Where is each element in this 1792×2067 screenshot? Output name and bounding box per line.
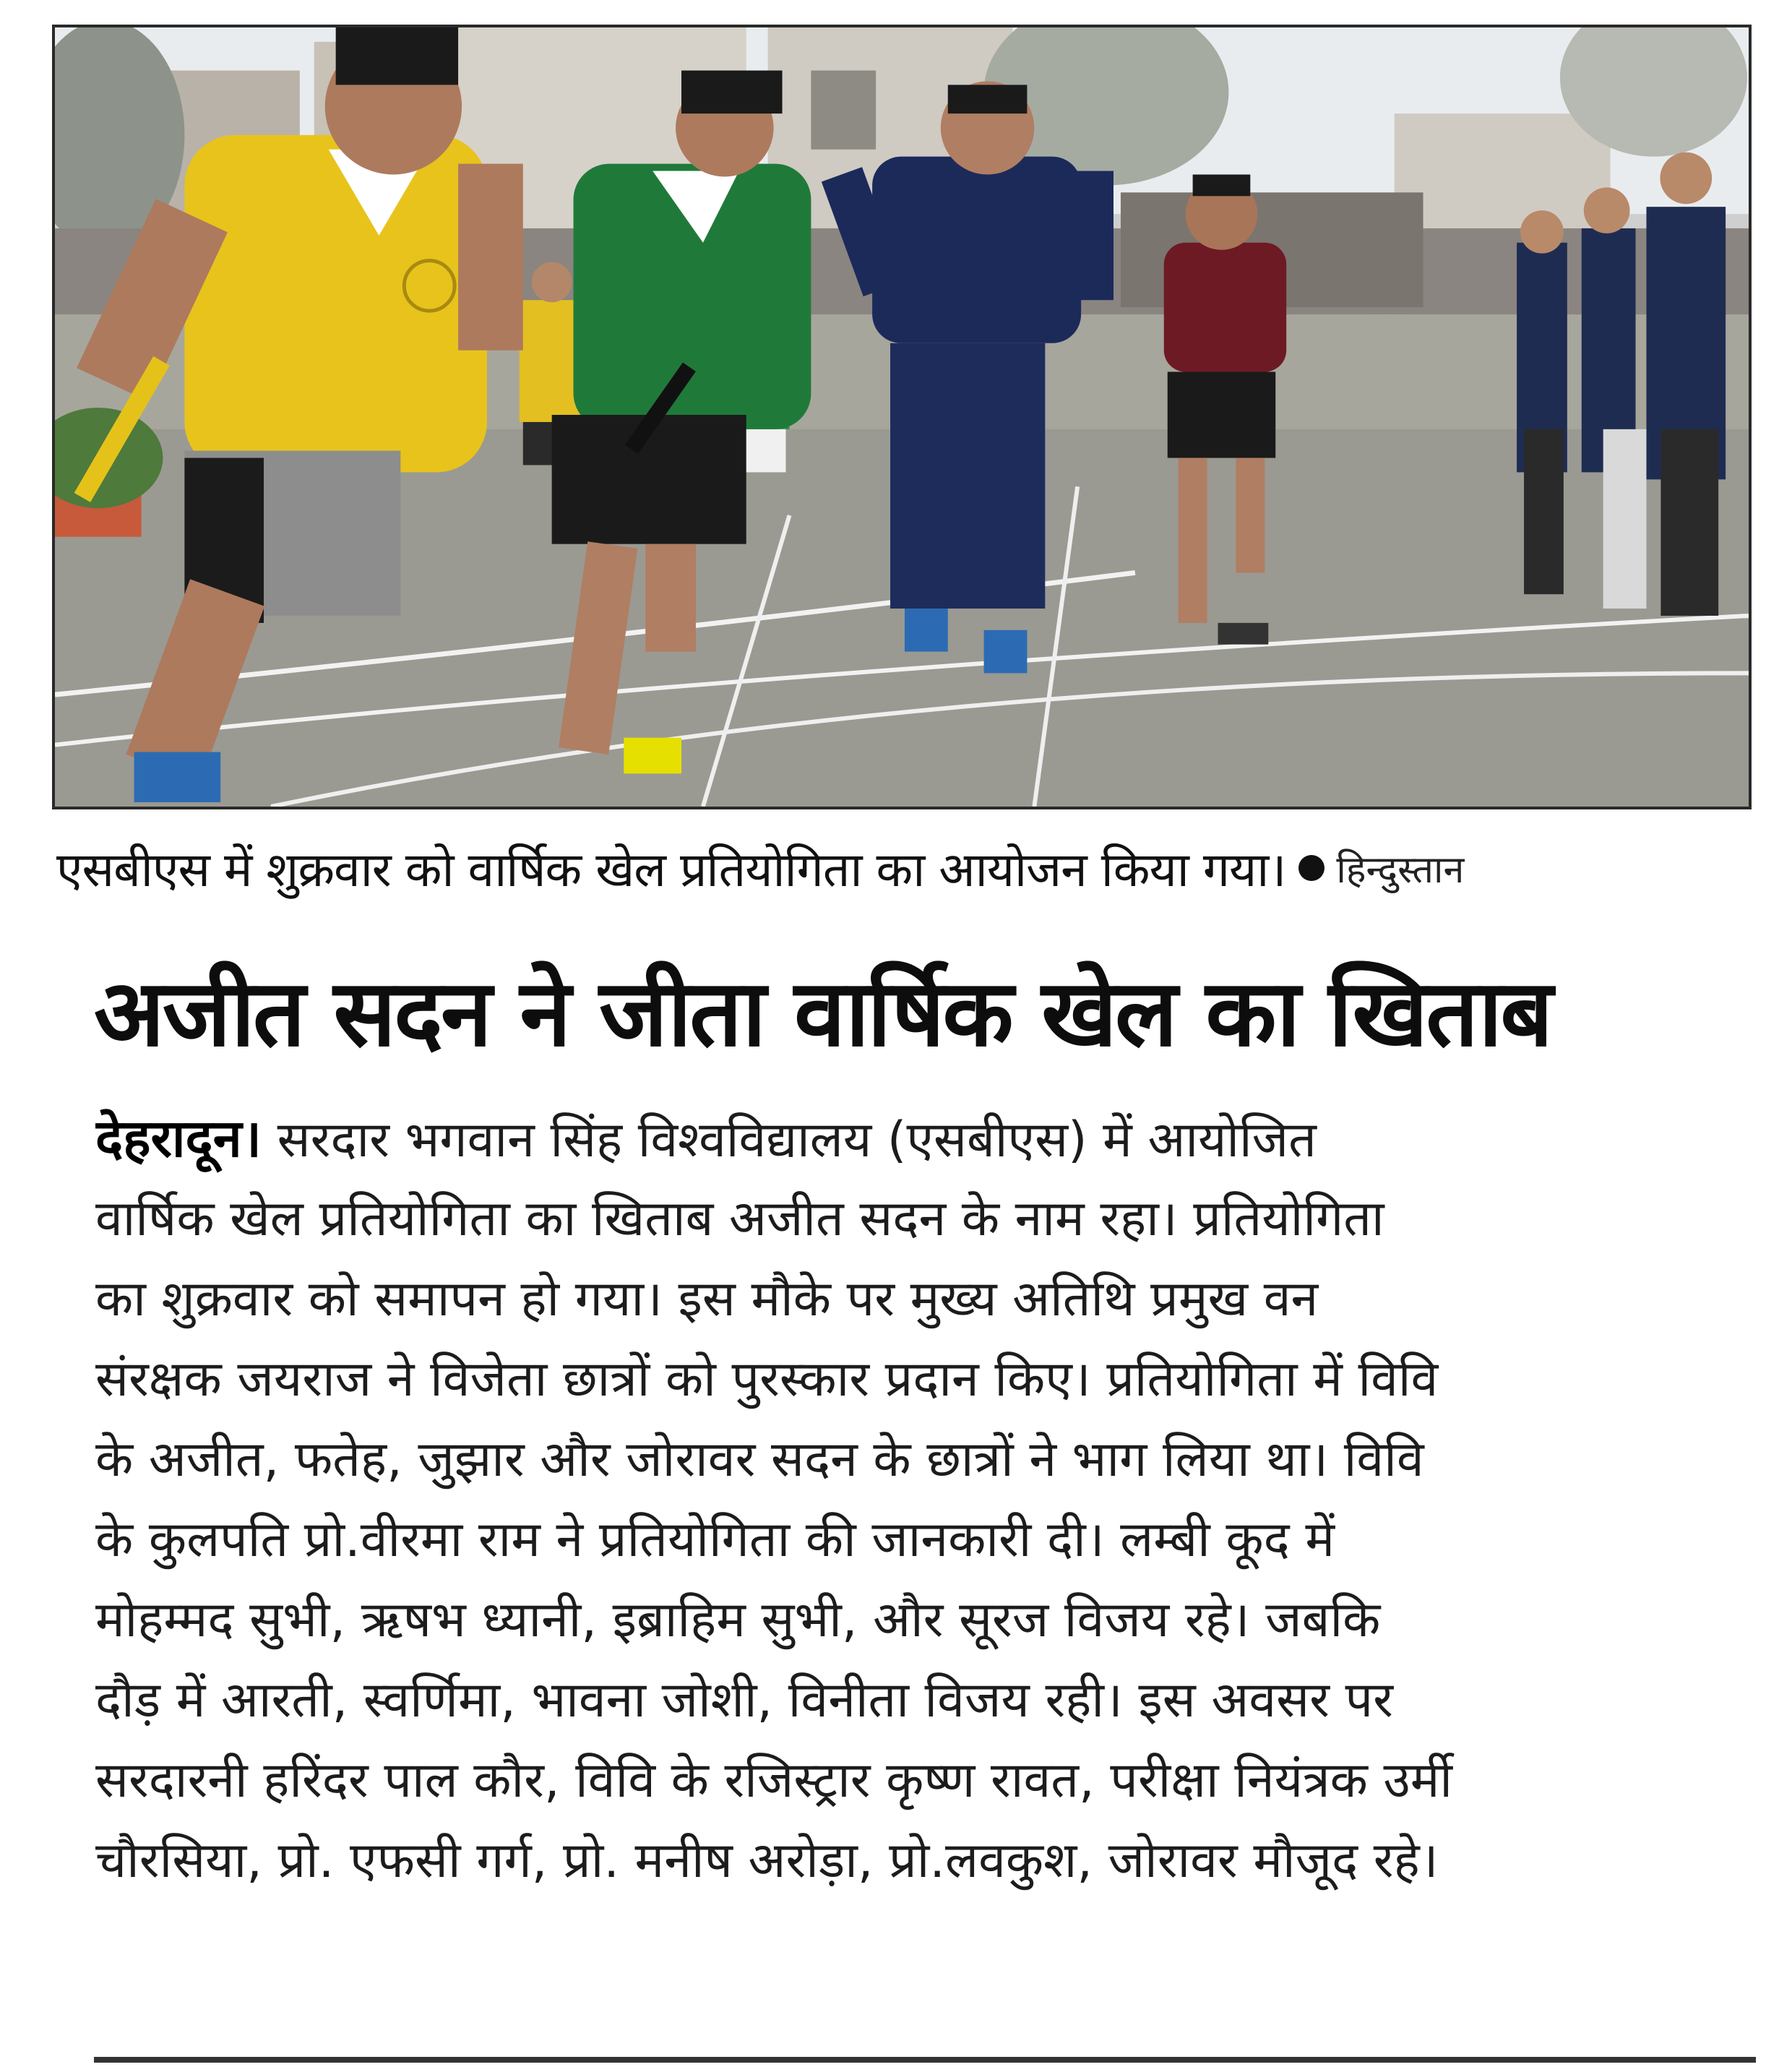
body-line-1-text: सरदार भगवान सिंह विश्वविद्यालय (एसबीएस) में आयोजित xyxy=(277,1112,1317,1169)
article-body xyxy=(95,1099,1757,1988)
body-line-4: संरक्षक जयराज ने विजेता छात्रों को पुरस्कार प्रदान किए। प्रतियोगिता में विवि xyxy=(95,1351,1439,1408)
article-photo xyxy=(52,25,1752,809)
article-headline: अजीत सदन ने जीता वार्षिक खेल का खिताब xyxy=(94,960,1551,1067)
body-line-1 xyxy=(95,1099,1757,1179)
body-line-5: के अजीत, फतेह, जुझार और जोरावर सदन के छात्रों ने भाग लिया था। विवि xyxy=(95,1431,1424,1488)
caption-text: एसबीएस में शुक्रवार को वार्षिक खेल प्रतियोगिता का आयोजन किया गया। xyxy=(56,842,1286,898)
bullet-icon xyxy=(1298,855,1324,881)
body-line-3: का शुक्रवार को समापन हो गया। इस मौके पर मुख्य अतिथि प्रमुख वन xyxy=(95,1271,1319,1328)
bottom-divider xyxy=(94,2057,1756,2063)
body-line-7: मोहम्मद सुभी, ऋषभ ध्यानी, इब्राहिम सुभी, और सूरज विजय रहे। जबकि xyxy=(95,1591,1381,1649)
body-line-2: वार्षिक खेल प्रतियोगिता का खिताब अजीत सदन के नाम रहा। प्रतियोगिता xyxy=(95,1190,1384,1247)
dateline: देहरादून। xyxy=(95,1108,262,1169)
body-line-6: के कुलपति प्रो.वीरमा राम ने प्रतियोगिता की जानकारी दी। लम्बी कूद में xyxy=(95,1511,1335,1568)
relay-race-photo-illustration xyxy=(55,27,1749,807)
photo-caption xyxy=(56,828,1754,908)
body-line-10: चौरसिया, प्रो. एफसी गर्ग, प्रो. मनीष अरोड़ा, प्रो.लवकुश, जोरावर मौजूद रहे। xyxy=(95,1832,1439,1889)
photo-credit: हिन्दुस्तान xyxy=(1336,848,1465,892)
body-line-9: सरदारनी हरिंदर पाल कौर, विवि के रजिस्ट्रार कृष्ण रावत, परीक्षा नियंत्रक उर्मी xyxy=(95,1752,1452,1809)
body-line-8: दौड़ में आरती, स्वर्णिमा, भावना जोशी, विनीता विजय रही। इस अवसर पर xyxy=(95,1672,1393,1729)
